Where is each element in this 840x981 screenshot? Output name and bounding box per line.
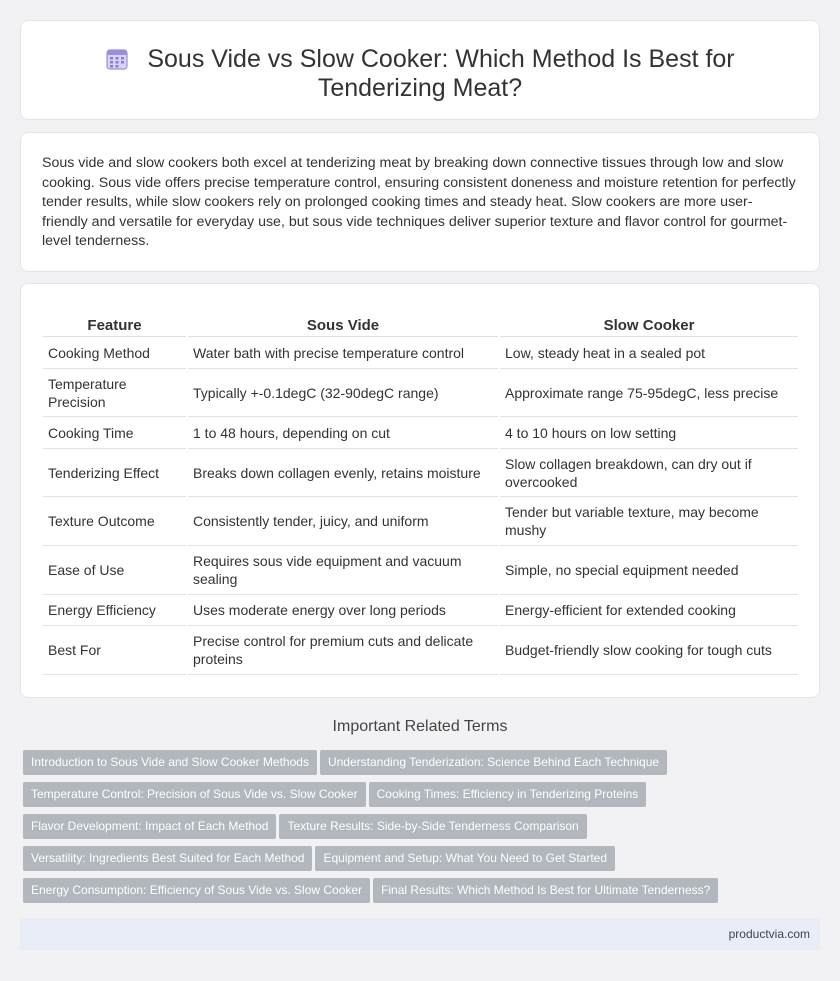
intro-paragraph: Sous vide and slow cookers both excel at tenderizing meat by breaking down connective tissues through low and slow cooking. Sous vide offers precise temperature control, ensuring consistent doneness and moisture retention for perfectly tender results, while slow cookers rely on prolonged cooking times and steady heat. Slow cookers are more user-friendly and versatile for everyday use, but sous vide techniques deliver superior texture and flavor control for gourmet-level tenderness.	[42, 155, 796, 250]
sous-vide-cell: Breaks down collagen evenly, retains moisture	[188, 449, 498, 497]
feature-cell: Tenderizing Effect	[43, 449, 186, 497]
table-row	[43, 417, 798, 449]
feature-cell: Energy Efficiency	[43, 595, 186, 626]
sous-vide-cell: Precise control for premium cuts and delicate proteins	[188, 626, 498, 675]
slow-cooker-cell: Tender but variable texture, may become mushy	[500, 497, 798, 546]
table-row	[43, 497, 798, 546]
related-term-tag[interactable]: Cooking Times: Efficiency in Tenderizing Proteins	[369, 782, 647, 807]
related-term-tag[interactable]: Texture Results: Side-by-Side Tenderness Comparison	[279, 814, 586, 839]
sous-vide-cell: Requires sous vide equipment and vacuum sealing	[188, 546, 498, 595]
table-row	[43, 449, 798, 497]
related-term-tag[interactable]: Final Results: Which Method Is Best for Ultimate Tenderness?	[373, 878, 718, 903]
page-title-text: Sous Vide vs Slow Cooker: Which Method Is Best for Tenderizing Meat?	[147, 45, 735, 102]
sous-vide-cell: Typically +-0.1degC (32-90degC range)	[188, 369, 498, 417]
header-slow-cooker: Slow Cooker	[500, 313, 798, 337]
comparison-table	[41, 313, 800, 675]
header-feature: Feature	[43, 313, 186, 337]
feature-cell: Temperature Precision	[43, 369, 186, 417]
table-row	[43, 595, 798, 626]
related-terms-title: Important Related Terms	[332, 718, 508, 735]
related-term-tag[interactable]: Introduction to Sous Vide and Slow Cooker Methods	[23, 750, 317, 775]
table-header-row	[43, 313, 798, 337]
table-row	[43, 546, 798, 595]
feature-cell: Texture Outcome	[43, 497, 186, 546]
feature-cell: Cooking Time	[43, 417, 186, 449]
header-sous-vide: Sous Vide	[188, 313, 498, 337]
slow-cooker-cell: Budget-friendly slow cooking for tough cuts	[500, 626, 798, 675]
tag-row	[23, 878, 823, 910]
slow-cooker-cell: Energy-efficient for extended cooking	[500, 595, 798, 626]
related-term-tag[interactable]: Temperature Control: Precision of Sous Vide vs. Slow Cooker	[23, 782, 366, 807]
sous-vide-cell: Uses moderate energy over long periods	[188, 595, 498, 626]
sous-vide-cell: Water bath with precise temperature control	[188, 337, 498, 369]
tag-row	[23, 846, 823, 878]
page-title	[21, 43, 819, 103]
feature-cell: Cooking Method	[43, 337, 186, 369]
slow-cooker-cell: 4 to 10 hours on low setting	[500, 417, 798, 449]
slow-cooker-cell: Low, steady heat in a sealed pot	[500, 337, 798, 369]
slow-cooker-cell: Slow collagen breakdown, can dry out if overcooked	[500, 449, 798, 497]
footer-site-link[interactable]: productvia.com	[728, 927, 810, 941]
table-row	[43, 626, 798, 675]
feature-cell: Best For	[43, 626, 186, 675]
slow-cooker-cell: Approximate range 75-95degC, less precise	[500, 369, 798, 417]
related-terms-list	[23, 750, 823, 910]
tag-row	[23, 782, 823, 814]
related-term-tag[interactable]: Versatility: Ingredients Best Suited for Each Method	[23, 846, 312, 871]
table-row	[43, 337, 798, 369]
intro-card	[20, 132, 820, 272]
slow-cooker-cell: Simple, no special equipment needed	[500, 546, 798, 595]
related-term-tag[interactable]: Understanding Tenderization: Science Behind Each Technique	[320, 750, 667, 775]
calendar-icon	[105, 47, 129, 71]
related-term-tag[interactable]: Energy Consumption: Efficiency of Sous Vide vs. Slow Cooker	[23, 878, 370, 903]
feature-cell: Ease of Use	[43, 546, 186, 595]
footer	[20, 918, 820, 950]
related-term-tag[interactable]: Equipment and Setup: What You Need to Get Started	[315, 846, 615, 871]
related-term-tag[interactable]: Flavor Development: Impact of Each Method	[23, 814, 276, 839]
tag-row	[23, 750, 823, 782]
sous-vide-cell: 1 to 48 hours, depending on cut	[188, 417, 498, 449]
comparison-card	[20, 283, 820, 698]
sous-vide-cell: Consistently tender, juicy, and uniform	[188, 497, 498, 546]
table-row	[43, 369, 798, 417]
tag-row	[23, 814, 823, 846]
header-card	[20, 20, 820, 120]
